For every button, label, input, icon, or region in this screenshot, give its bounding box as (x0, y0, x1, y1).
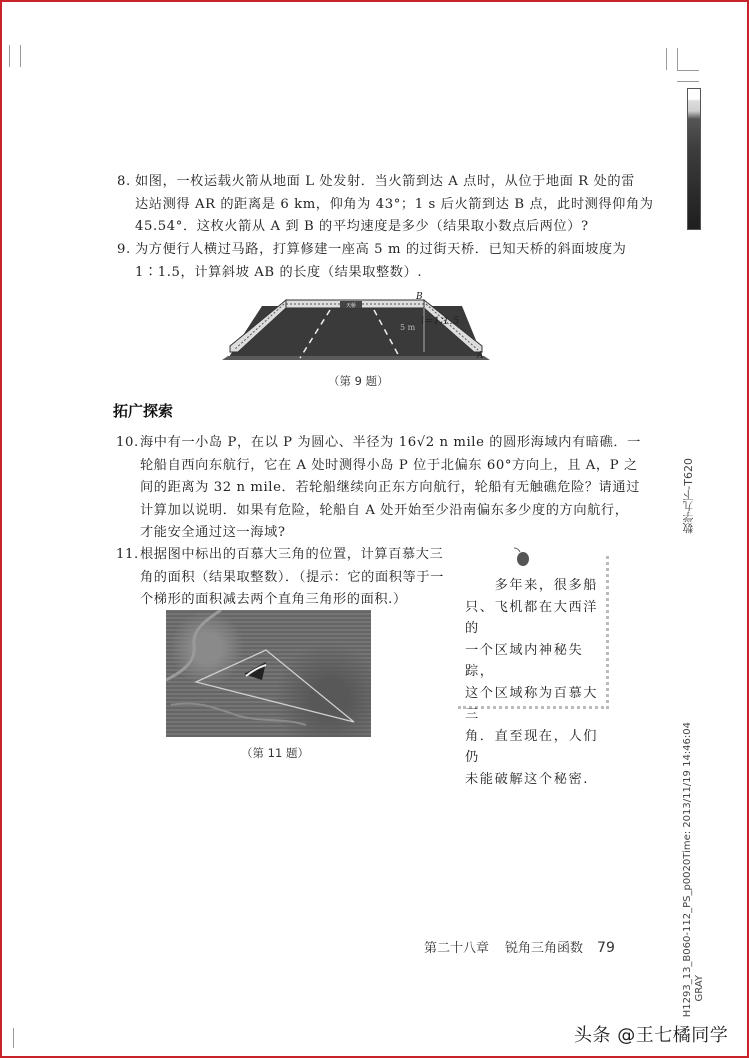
ornament-icon (510, 546, 534, 568)
problem-line: 角的面积（结果取整数）．（提示：它的面积等于一 (140, 569, 444, 585)
crop-mark-right-corner-h (677, 70, 699, 71)
problem-line: 如图，一枚运载火箭从地面 L 处发射．当火箭到达 A 点时，从位于地面 R 处的雷 (135, 174, 635, 189)
problem-number: 9. (117, 242, 131, 257)
problem-line: 海中有一小岛 P，在以 P 为圆心、半径为 16√2 n mile 的圆形海域内有暗礁．一 (140, 435, 641, 450)
crop-mark-left-1 (9, 45, 10, 67)
watermark: 头条 @王七橘同学 (574, 1025, 729, 1046)
problem-8 (117, 171, 654, 239)
problem-number: 11. (116, 547, 139, 562)
section-title: 拓广探索 (113, 402, 174, 420)
gray-calibration-strip (687, 88, 701, 230)
crop-mark-right-dash (677, 81, 699, 82)
bermuda-triangle-illustration (166, 610, 371, 737)
chapter-label: 第二十八章 (424, 941, 490, 956)
chapter-title: 锐角三角函数 (505, 941, 584, 956)
problem-line: 根据图中标出的百慕大三角的位置，计算百慕大三 (140, 547, 444, 562)
problem-number: 8. (117, 174, 131, 189)
bridge-sign-label: 天桥 (345, 303, 357, 309)
side-note-line: 多年来，很多船 (465, 578, 599, 593)
problem-line: 为方便行人横过马路，打算修建一座高 5 m 的过街天桥．已知天桥的斜面坡度为 (135, 242, 627, 257)
figure-9-overpass (222, 292, 492, 362)
problem-line: 计算加以说明．如果有危险，轮船自 A 处开始至少沿南偏东多少度的方向航行， (140, 502, 629, 518)
problem-line: 才能安全通过这一海域? (140, 525, 286, 540)
bermuda-side-note (458, 556, 609, 787)
problem-line: 45.54°．这枚火箭从 A 到 B 的平均速度是多少（结果取小数点后两位）? (135, 219, 589, 234)
overpass-illustration (222, 292, 492, 362)
crop-mark-right-corner-v (677, 48, 678, 70)
problem-line: 达站测得 AR 的距离是 6 km，仰角为 43°；1 s 后火箭到达 B 点，此时测得仰角为 (135, 196, 654, 212)
page-number: 79 (597, 940, 615, 956)
figure-11-bermuda-map (166, 610, 371, 737)
problem-10 (116, 432, 641, 545)
problem-line: 1∶1.5，计算斜坡 AB 的长度（结果取整数）. (135, 264, 423, 280)
problem-line: 个梯形的面积减去两个直角三角形的面积.） (140, 592, 407, 607)
side-meta-line-1: H1293_13_B060-112_PS_p0020Time: 2013/11/19 14:46:04 (682, 722, 693, 1018)
figure-9-caption: （第 9 题） (328, 374, 389, 388)
problem-9 (117, 239, 627, 284)
problem-line: 轮船自西向东航行，它在 A 处时测得小岛 P 位于北偏东 60°方向上，且 A，P 之 (140, 457, 638, 473)
problem-line: 间的距离为 32 n mile．若轮船继续向正东方向航行，轮船有无触礁危险？请通过 (140, 480, 641, 495)
problem-number: 10. (116, 435, 139, 450)
side-note-line: 一个区域内神秘失踪， (465, 642, 584, 679)
side-book-code: 数学九下-T620 (682, 458, 695, 534)
crop-mark-bottom-left (13, 1028, 14, 1048)
point-a-label: A (477, 351, 484, 361)
point-b-label: B (416, 292, 423, 302)
page-footer (424, 937, 615, 956)
side-note-line: 角．直至现在，人们仍 (465, 728, 599, 765)
side-meta-line-2: GRAY (694, 975, 705, 1002)
height-label: 5 m (400, 323, 416, 332)
side-note-line: 只、飞机都在大西洋的 (465, 599, 599, 636)
crop-mark-left-2 (20, 45, 21, 67)
slope-label: i=1∶1.5 (421, 315, 460, 327)
side-note-line: 未能破解这个秘密. (465, 771, 590, 787)
crop-mark-right-1 (666, 48, 667, 70)
problem-11 (116, 544, 444, 612)
figure-11-caption: （第 11 题） (241, 746, 309, 760)
side-note-line: 这个区域称为百慕大三 (465, 685, 599, 722)
